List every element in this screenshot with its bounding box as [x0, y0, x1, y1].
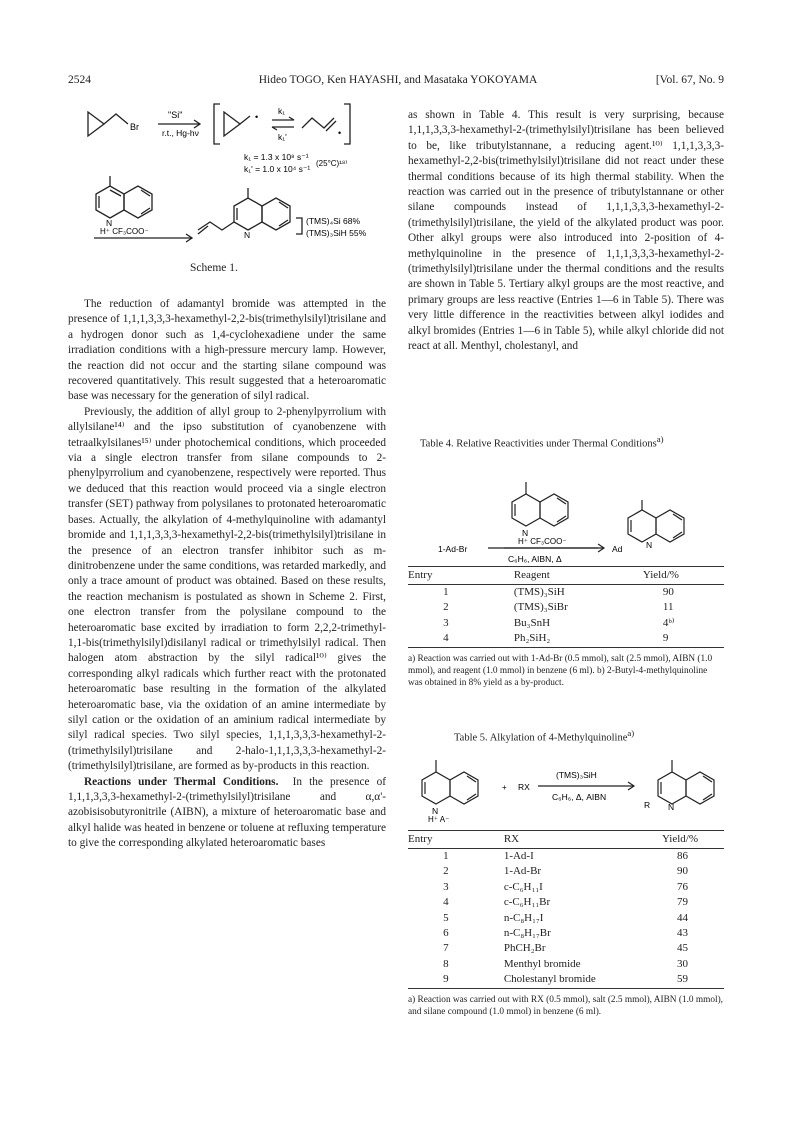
table-5-caption: Table 5. Alkylation of 4-Methylquinoline$^{a)}$	[454, 728, 635, 744]
running-authors: Hideo TOGO, Ken HAYASHI, and Masataka YOKOYAMA	[258, 74, 538, 86]
table-5-reagent: RX	[518, 781, 530, 792]
svg-text:N: N	[646, 539, 653, 550]
table-4-caption: Table 4. Relative Reactivities under Thermal Conditions$^{a)}$	[420, 434, 664, 450]
scheme-1-caption: Scheme 1.	[190, 262, 238, 274]
yield-cell: 59	[677, 973, 688, 986]
table-5-product-label: R	[644, 799, 651, 810]
table-4-grid	[408, 566, 724, 648]
compound-cell: PhCH₂Br	[503, 942, 546, 955]
table-4-header-entry: Entry	[408, 566, 484, 584]
compound-cell: Cholestanyl bromide	[503, 973, 596, 986]
entry-cell: 9	[443, 973, 449, 986]
yield-cell: 90	[662, 585, 674, 598]
table-4-footnote: a) Reaction was carried out with 1-Ad-Br (0.5 mmol), salt (2.5 mmol), AIBN (1.0 mmol), and reagent (1.0 mmol) in benzene (6 ml). b) 2-Butyl-4-methylquinoline was obtained in 8% yield as a by-product.	[408, 653, 713, 688]
entry-cell: 2	[443, 601, 449, 614]
entry-cell: 1	[443, 849, 449, 862]
svg-text:N: N	[522, 527, 529, 538]
entry-cell: 3	[443, 880, 449, 893]
rate-k1-label: k₁	[278, 106, 286, 116]
entry-cell: 8	[443, 957, 449, 970]
table-row	[408, 972, 724, 988]
table-5-header-yield: Yield/%	[636, 830, 725, 848]
table-row	[408, 895, 724, 910]
table-row	[408, 616, 724, 631]
compound-cell: (TMS)₃SiBr	[513, 601, 568, 614]
entry-cell: 7	[443, 942, 449, 955]
entry-cell: 4	[443, 896, 449, 909]
paragraph-reduction: The reduction of adamantyl bromide was attempted in the presence of 1,1,1,3,3,3-hexamethyl-2,2-bis(trimethylsilyl)trisilane and a hydrogen donor such as 1,4-cyclohexadiene under the same irradiation conditions with a high-pressure mercury lamp. However, the reaction did not occur and the starting silane compound was recovered quantitatively. This result suggested that a heteroaromatic base was necessary for the generation of silyl radical.	[68, 298, 386, 403]
table-row	[408, 911, 724, 926]
table-4-header-yield: Yield/%	[623, 566, 724, 584]
scheme1-reagent: "Si"	[168, 110, 183, 120]
svg-text:+: +	[502, 782, 507, 792]
svg-text:N: N	[432, 805, 439, 816]
yield-cell: 76	[677, 880, 688, 893]
rate-constant-2: k₁' = 1.0 x 10⁴ s⁻¹	[244, 164, 311, 174]
table-row	[408, 848, 724, 864]
table-4-product-label: Ad	[612, 543, 623, 554]
yield-cell: 30	[677, 957, 688, 970]
compound-cell: Bu₃SnH	[513, 616, 551, 629]
table-4-conditions: C₆H₆, AIBN, Δ	[508, 553, 562, 564]
entry-cell: 1	[443, 585, 449, 598]
compound-cell: c-C₆H₁₁Br	[503, 896, 551, 909]
table-row	[408, 631, 724, 647]
paragraph-continued: as shown in Table 4. This result is very surprising, because 1,1,1,3,3,3-hexamethyl-2-(trimethylsilyl)trisilane has been believed to be, like tributylstannane, a reducing agent.¹⁰⁾ 1,1,1,3,3,3-hexamethyl-2,2-bis(trimethylsilyl)trisilane did not react under these thermal conditions because of its high thermal stability. When the reaction was carried out in the presence of tributylstannane or other silane compounds instead of 1,1,1,3,3,3-hexamethyl-2-(trimethylsilyl)trisilane, the yield of the alkylated product was poor. Other alkyl groups were also introduced into 2-position of 4-methylquinoline in the presence of 1,1,1,3,3,3-hexamethyl-2-(trimethylsilyl)trisilane under the thermal conditions and the results are shown in Table 5. Tertiary alkyl groups are the most reactive, and primary groups are less reactive (Entries 1—6 in Table 5). There was very little difference in the reactivities between alkyl iodides and alkyl bromides (Entries 1—6 in Table 5), while alkyl chloride did not react at all. Menthyl, cholestanyl, and	[408, 109, 724, 353]
yield-cell: 90	[677, 865, 688, 878]
table-5	[408, 726, 724, 1018]
table-row	[408, 926, 724, 941]
compound-cell: n-C₈H₁₇I	[503, 911, 544, 924]
scheme-1	[80, 100, 400, 260]
entry-cell: 5	[443, 911, 449, 924]
rate-constant-1: k₁ = 1.3 x 10⁸ s⁻¹	[244, 152, 309, 162]
table-4-scheme	[408, 452, 724, 564]
page-number: 2524	[68, 74, 91, 86]
compound-cell: Ph₂SiH₂	[513, 632, 551, 645]
table-row	[408, 584, 724, 600]
table-5-header-entry: Entry	[408, 830, 484, 848]
section-heading: Reactions under Thermal Conditions.	[84, 775, 279, 788]
table-row	[408, 864, 724, 879]
table-5-header-rx: RX	[484, 830, 636, 848]
compound-cell: c-C₆H₁₁I	[503, 880, 543, 893]
table-row	[408, 600, 724, 615]
compound-cell: (TMS)₃SiH	[513, 585, 565, 598]
table-4-reagent: 1-Ad-Br	[438, 543, 468, 554]
yield-cell: 11	[662, 601, 674, 614]
svg-text:N: N	[106, 218, 113, 228]
table-row	[408, 880, 724, 895]
scheme1-yield-2: (TMS)₃SiH 55%	[306, 228, 367, 238]
paragraph-thermal	[68, 775, 386, 852]
yield-cell: 79	[677, 896, 688, 909]
entry-cell: 4	[443, 632, 449, 645]
svg-text:N: N	[244, 230, 251, 240]
volume-info: [Vol. 67, No. 9	[655, 74, 724, 86]
svg-text:Br: Br	[130, 122, 139, 132]
table-4-salt: H⁺ CF₃COO⁻	[518, 536, 567, 546]
scheme1-yield-1: (TMS)₄Si 68%	[306, 216, 361, 226]
yield-cell: 4ᵇ⁾	[662, 616, 675, 629]
table-row	[408, 941, 724, 956]
scheme1-salt: H⁺ CF₃COO⁻	[100, 227, 149, 236]
table-4	[408, 432, 724, 689]
yield-cell: 9	[662, 632, 669, 645]
paragraph-mechanism: Previously, the addition of allyl group to 2-phenylpyrrolium with allylsilane¹⁴⁾ and the ipso substitution of cyanobenzene with tetraalkylsilanes¹⁵⁾ under photochemical conditions, which proceeded via a single electron transfer from silane compounds to 2-phenylpyrrolium and cyanobenzene, respectively were reported. Thus we deduced that this reaction would proceed via a single electron transfer (SET) pathway from polysilanes to protonated heteroaromatic bases. Actually, the alkylation of 4-methylquinoline with adamantyl bromide and 1,1,1,3,3,3-hexamethyl-2,2-bis(trimethylsilyl)trisilane in the presence of an electron transfer inhibitor such as m-dinitrobenzene under the same conditions, was retarded markedly, and only a trace amount of product was obtained. Based on these results, the reaction mechanism is postulated as shown in Scheme 2. First, one electron transfer from the polysilane compound to the heteroaromatic base excited by irradiation to form 2,2,2-trimethyl-1,1-bis(trimethylsilyl)disilanyl radical or trimethylsilyl radical. Then halogen atom abstraction by the silyl radical¹⁰⁾ gives the corresponding alkyl radicals which further react with the protonated heteroaromatic base resulting in the formation of the alkylated heteroaromatic base, via the oxidation of an amine intermediate by silyl cation or the oxidation of an aminium radical intermediate by silyl radical species. Two silyl species, 1,1,1,3,3,3-hexamethyl-2-(trimethylsilyl)trisilane and 2-halo-1,1,1,3,3,3-hexamethyl-2-(trimethylsilyl)trisilane, are formed as by-products in this reaction.	[68, 405, 386, 773]
table-5-grid	[408, 830, 724, 989]
entry-cell: 3	[443, 616, 449, 629]
table-5-silane: (TMS)₃SiH	[556, 769, 597, 780]
yield-cell: 44	[677, 911, 688, 924]
table-5-salt: H⁺ A⁻	[428, 814, 450, 824]
table-4-header-reagent: Reagent	[484, 566, 623, 584]
svg-text:•: •	[255, 112, 259, 122]
entry-cell: 6	[443, 926, 449, 939]
yield-cell: 86	[677, 849, 688, 862]
entry-cell: 2	[443, 865, 449, 878]
right-column-text	[408, 108, 724, 355]
yield-cell: 45	[677, 942, 688, 955]
table-5-scheme	[408, 746, 724, 824]
left-column	[68, 297, 386, 852]
section-text: In the presence of 1,1,1,3,3,3-hexamethyl-2-(trimethylsilyl)trisilane and α,α'-azobisisobutyronitrile (AIBN), a mixture of heteroaromatic base and alkyl halide was heated in benzene or toluene at refluxing temperature to give the corresponding alkylated heteroaromatic bases	[68, 775, 386, 850]
svg-text:N: N	[668, 801, 675, 812]
yield-cell: 43	[677, 926, 688, 939]
table-5-footnote: a) Reaction was carried out with RX (0.5 mmol), salt (2.5 mmol), AIBN (1.0 mmol), and silane compound (1.0 mmol) in benzene (6 ml).	[408, 994, 724, 1017]
table-row	[408, 957, 724, 972]
compound-cell: 1-Ad-I	[503, 849, 534, 862]
compound-cell: 1-Ad-Br	[503, 865, 542, 878]
svg-text:•: •	[338, 128, 342, 138]
compound-cell: Menthyl bromide	[503, 957, 581, 970]
rate-temperature: (25°C)¹⁸⁾	[316, 159, 348, 168]
scheme1-conditions: r.t., Hg-hν	[162, 128, 199, 138]
compound-cell: n-C₈H₁₇Br	[503, 926, 551, 939]
table-5-conditions: C₆H₆, Δ, AIBN	[552, 791, 607, 802]
rate-k1rev-label: k₁'	[278, 132, 287, 142]
